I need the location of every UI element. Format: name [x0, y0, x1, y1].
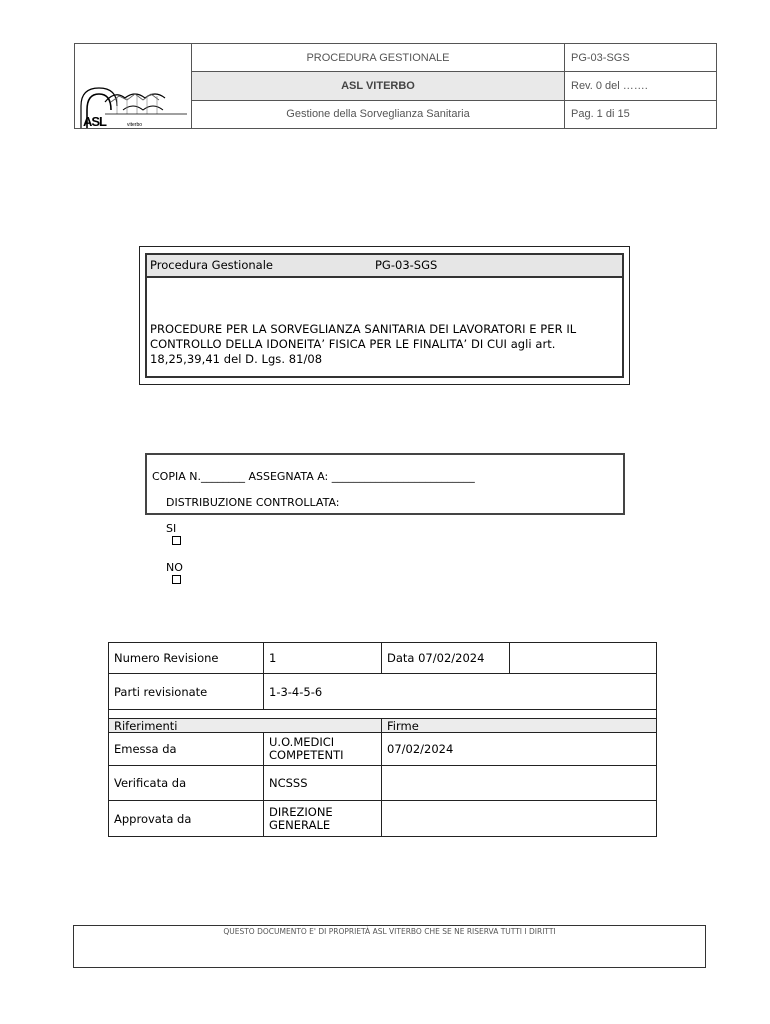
table-row: [109, 766, 657, 801]
revision-number-label: Numero Revisione: [109, 643, 264, 674]
no-checkbox[interactable]: [172, 575, 181, 584]
ownership-footer: [73, 925, 706, 968]
approved-by-ref: DIREZIONE GENERALE: [264, 801, 382, 837]
procedure-title-text: PROCEDURE PER LA SORVEGLIANZA SANITARIA DEI LAVORATORI E PER IL CONTROLLO DELLA IDONEITA’ FISICA PER LE FINALITA’ DI CUI agli art. 18,25,39,41 del D. Lgs. 81/08: [150, 322, 577, 366]
issued-by-signature: 07/02/2024: [382, 733, 657, 766]
issued-by-ref: U.O.MEDICI COMPETENTI: [264, 733, 382, 766]
revision-empty-cell: [510, 643, 657, 674]
header-subject: Gestione della Sorveglianza Sanitaria: [192, 100, 565, 128]
controlled-distribution-line: [152, 483, 623, 600]
procedure-label: Procedura Gestionale: [150, 258, 273, 272]
revision-table: [108, 642, 657, 837]
table-row: [109, 801, 657, 837]
revision-date: Data 07/02/2024: [382, 643, 510, 674]
copy-assignment-box: [145, 453, 625, 574]
revision-number-value: 1: [264, 643, 382, 674]
distribution-label: DISTRIBUZIONE CONTROLLATA:: [166, 496, 340, 509]
logo-text: ASL: [83, 114, 106, 129]
header-page: Pag. 1 di 15: [565, 100, 717, 128]
si-label: SI: [166, 522, 177, 535]
issued-by-label: Emessa da: [109, 733, 264, 766]
table-row: [109, 733, 657, 766]
footer-text: QUESTO DOCUMENTO E' DI PROPRIETÀ ASL VITERBO CHE SE NE RISERVA TUTTI I DIRITTI: [223, 927, 556, 936]
approved-by-signature: [382, 801, 657, 837]
table-row: [109, 674, 657, 710]
table-row: [109, 719, 657, 733]
table-row: [109, 643, 657, 674]
copy-number-line: COPIA N.________ ASSEGNATA A: __________________________: [152, 470, 475, 483]
header-procedure-type: PROCEDURA GESTIONALE: [192, 44, 565, 72]
verified-by-signature: [382, 766, 657, 801]
logo-subtext: viterbo: [127, 122, 143, 128]
table-spacer-row: [109, 710, 657, 719]
verified-by-label: Verificata da: [109, 766, 264, 801]
procedure-code: PG-03-SGS: [375, 258, 438, 272]
header-code: PG-03-SGS: [565, 44, 717, 72]
references-heading: Riferimenti: [109, 719, 382, 733]
header-revision: Rev. 0 del …….: [565, 72, 717, 100]
header-organization: ASL VITERBO: [192, 72, 565, 100]
procedure-title-box: [139, 246, 630, 385]
revised-parts-value: 1-3-4-5-6: [264, 674, 657, 710]
title-inner-frame: [145, 253, 624, 378]
approved-by-label: Approvata da: [109, 801, 264, 837]
asl-logo: [75, 44, 192, 129]
signatures-heading: Firme: [382, 719, 657, 733]
no-label: NO: [166, 561, 183, 574]
si-checkbox[interactable]: [172, 536, 181, 545]
document-header: [74, 43, 717, 129]
revised-parts-label: Parti revisionate: [109, 674, 264, 710]
verified-by-ref: NCSSS: [264, 766, 382, 801]
title-header: [147, 255, 622, 278]
